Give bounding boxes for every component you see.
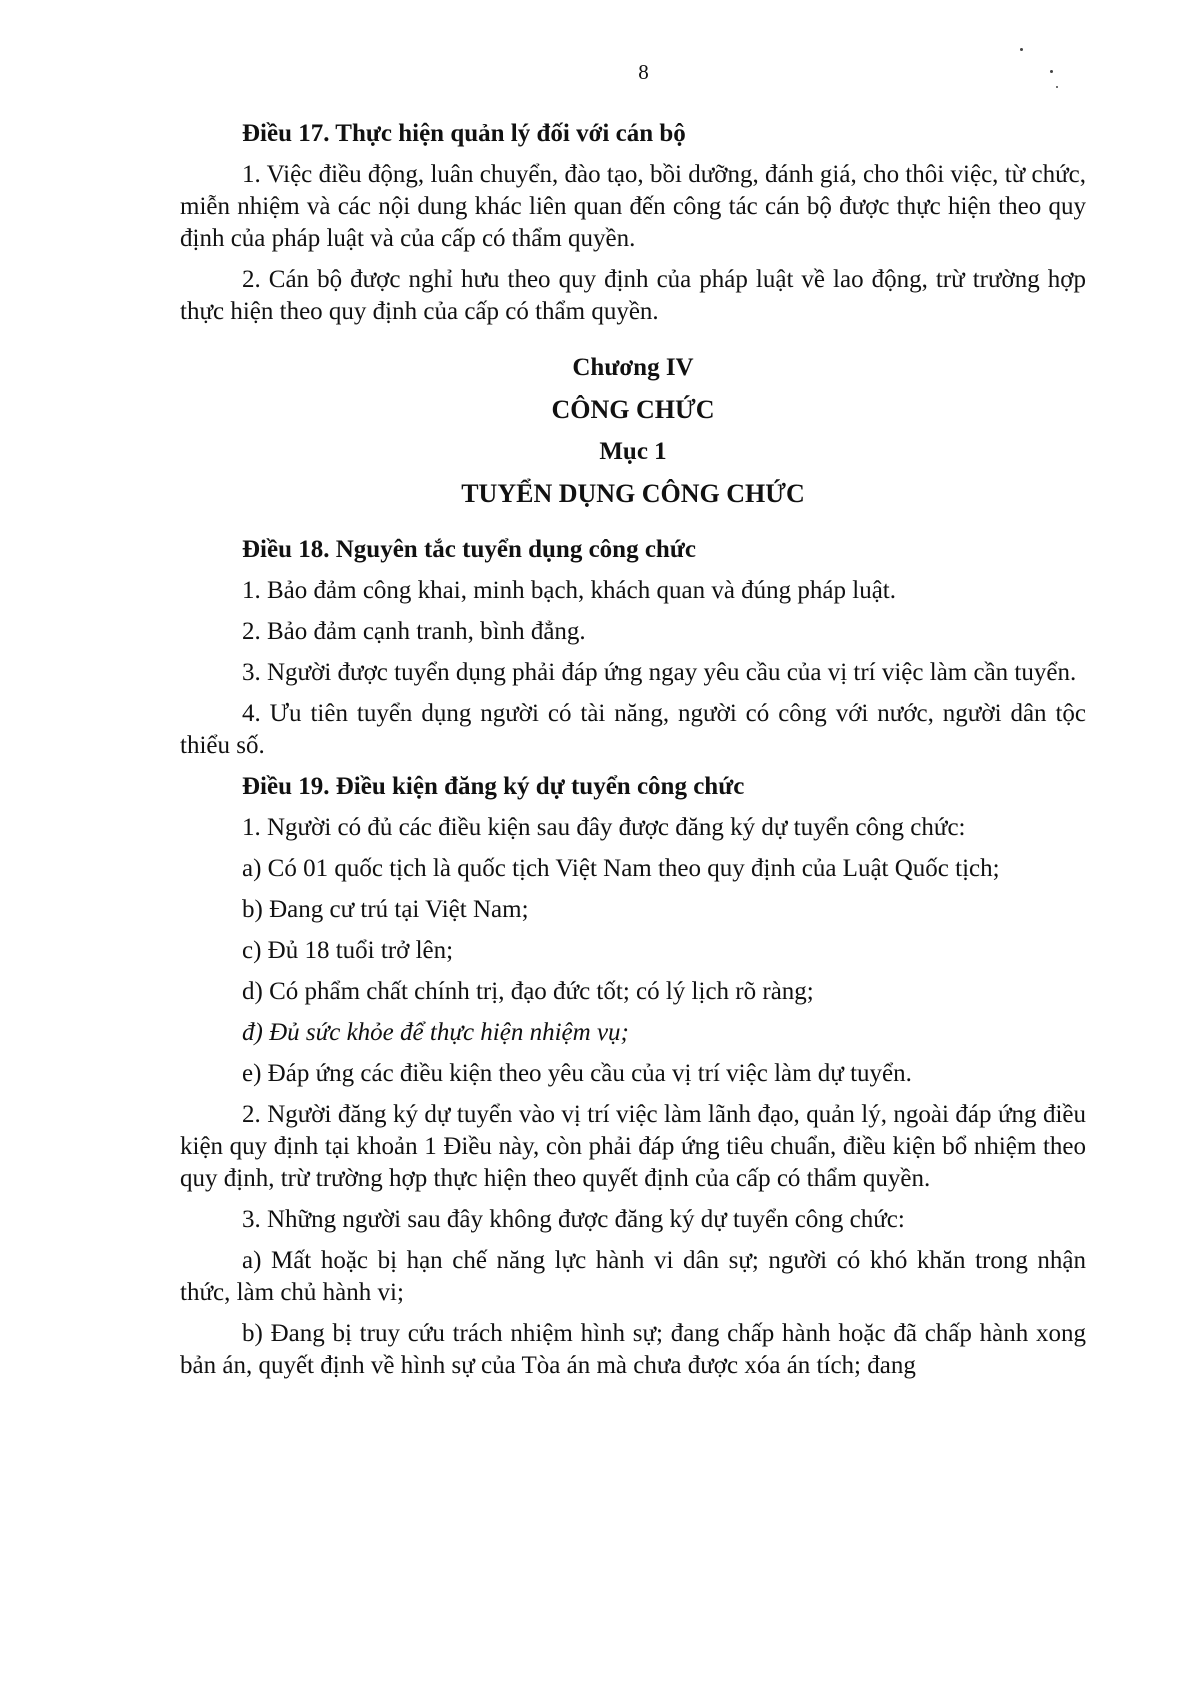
article-19-clause-3a: a) Mất hoặc bị hạn chế năng lực hành vi dân sự; người có khó khăn trong nhận thức, làm chủ hành vi; (180, 1247, 1086, 1306)
article-19-item-dd: đ) Đủ sức khỏe để thực hiện nhiệm vụ; (242, 1019, 629, 1046)
article-19-item-d: d) Có phẩm chất chính trị, đạo đức tốt; có lý lịch rõ ràng; (242, 978, 814, 1005)
article-19-item-a: a) Có 01 quốc tịch là quốc tịch Việt Nam theo quy định của Luật Quốc tịch; (242, 855, 1000, 882)
article-18-clause-2: 2. Bảo đảm cạnh tranh, bình đẳng. (242, 618, 586, 645)
article-19-clause-1: 1. Người có đủ các điều kiện sau đây được đăng ký dự tuyển công chức: (242, 814, 966, 841)
article-19-heading: Điều 19. Điều kiện đăng ký dự tuyển công chức (242, 773, 745, 800)
article-19-clause-3: 3. Những người sau đây không được đăng ký dự tuyển công chức: (242, 1206, 905, 1233)
article-18-clause-4: 4. Ưu tiên tuyển dụng người có tài năng, người có công với nước, người dân tộc thiểu số. (180, 700, 1086, 759)
page-number: 8 (638, 60, 649, 84)
article-17-heading: Điều 17. Thực hiện quản lý đối với cán bộ (242, 120, 686, 147)
chapter-title: CÔNG CHỨC (551, 395, 715, 424)
article-19-item-b: b) Đang cư trú tại Việt Nam; (242, 896, 529, 923)
scan-speck (1056, 86, 1058, 88)
scan-speck (1020, 48, 1023, 51)
scan-speck (1050, 70, 1053, 73)
article-17-clause-2: 2. Cán bộ được nghỉ hưu theo quy định của pháp luật về lao động, trừ trường hợp thực hiện theo quy định của cấp có thẩm quyền. (180, 266, 1086, 325)
article-17-clause-1: 1. Việc điều động, luân chuyển, đào tạo, bồi dưỡng, đánh giá, cho thôi việc, từ chức, miễn nhiệm và các nội dung khác liên quan đến công tác cán bộ được thực hiện theo quy định của pháp luật và của cấp có thẩm quyền. (180, 161, 1086, 252)
article-18-heading: Điều 18. Nguyên tắc tuyển dụng công chức (242, 536, 696, 563)
article-19-item-c: c) Đủ 18 tuổi trở lên; (242, 937, 454, 964)
document-body (180, 118, 1086, 1391)
article-19-item-e: e) Đáp ứng các điều kiện theo yêu cầu của vị trí việc làm dự tuyển. (242, 1060, 912, 1087)
article-19-clause-3b: b) Đang bị truy cứu trách nhiệm hình sự; đang chấp hành hoặc đã chấp hành xong bản án, quyết định về hình sự của Tòa án mà chưa được xóa án tích; đang (180, 1320, 1086, 1379)
article-19-clause-2: 2. Người đăng ký dự tuyển vào vị trí việc làm lãnh đạo, quản lý, ngoài đáp ứng điều kiện quy định tại khoản 1 Điều này, còn phải đáp ứng tiêu chuẩn, điều kiện bổ nhiệm theo quy định, trừ trường hợp thực hiện theo quyết định của cấp có thẩm quyền. (180, 1101, 1086, 1192)
section-title: TUYỂN DỤNG CÔNG CHỨC (461, 479, 805, 508)
article-18-clause-1: 1. Bảo đảm công khai, minh bạch, khách quan và đúng pháp luật. (242, 577, 897, 604)
chapter-label: Chương IV (572, 354, 694, 381)
article-18-clause-3: 3. Người được tuyển dụng phải đáp ứng ngay yêu cầu của vị trí việc làm cần tuyển. (242, 659, 1077, 686)
section-label: Mục 1 (599, 438, 667, 465)
